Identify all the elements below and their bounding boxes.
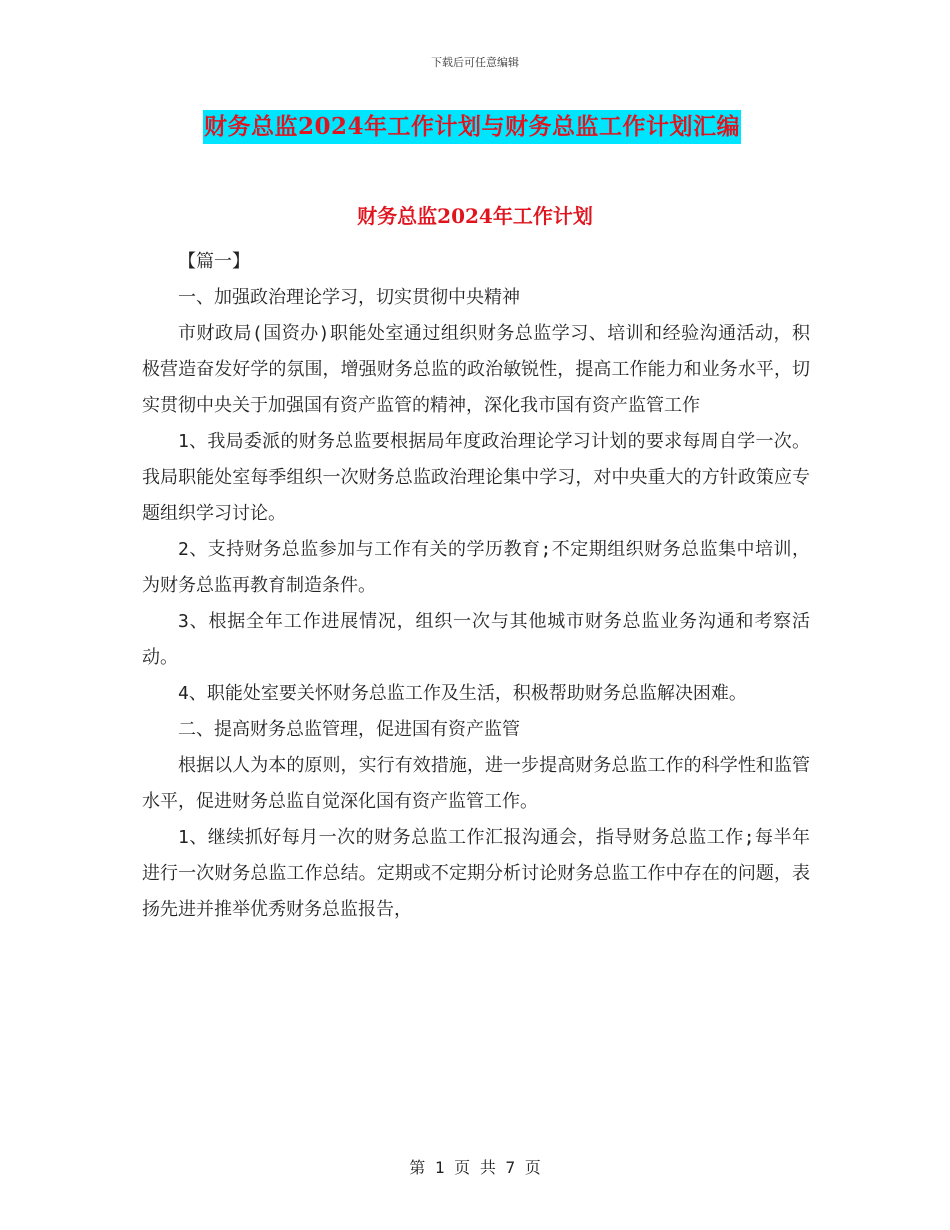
paragraph-item: 2、支持财务总监参加与工作有关的学历教育;不定期组织财务总监集中培训，为财务总监再教育制造条件。 [142, 539, 810, 596]
document-title: 财务总监2024年工作计划与财务总监工作计划汇编 [203, 110, 741, 144]
paragraph-heading-1: 一、加强政治理论学习，切实贯彻中央精神 [178, 287, 520, 308]
header-note: 下载后可任意编辑 [431, 56, 519, 69]
page-number-footer: 第 1 页 共 7 页 [409, 1158, 541, 1177]
paragraph-item: 4、职能处室要关怀财务总监工作及生活，积极帮助财务总监解决困难。 [178, 683, 747, 704]
paragraph-heading-2: 二、提高财务总监管理，促进国有资产监管 [178, 719, 520, 740]
document-subtitle: 财务总监2024年工作计划 [357, 204, 593, 228]
paragraph: 市财政局(国资办)职能处室通过组织财务总监学习、培训和经验沟通活动，积极营造奋发好学的氛围，增强财务总监的政治敏锐性，提高工作能力和业务水平，切实贯彻中央关于加强国有资产监管的精神，深化我市国有资产监管工作 [142, 323, 810, 416]
paragraph-item: 1、继续抓好每月一次的财务总监工作汇报沟通会，指导财务总监工作;每半年进行一次财务总监工作总结。定期或不定期分析讨论财务总监工作中存在的问题，表扬先进并推举优秀财务总监报告， [142, 827, 810, 920]
paragraph-item: 1、我局委派的财务总监要根据局年度政治理论学习计划的要求每周自学一次。我局职能处室每季组织一次财务总监政治理论集中学习，对中央重大的方针政策应专题组织学习讨论。 [142, 431, 810, 524]
document-body [142, 244, 810, 928]
paragraph-item: 3、根据全年工作进展情况，组织一次与其他城市财务总监业务沟通和考察活动。 [142, 611, 810, 668]
paragraph-section-marker: 【篇一】 [178, 251, 250, 272]
paragraph: 根据以人为本的原则，实行有效措施，进一步提高财务总监工作的科学性和监管水平，促进财务总监自觉深化国有资产监管工作。 [142, 755, 810, 812]
